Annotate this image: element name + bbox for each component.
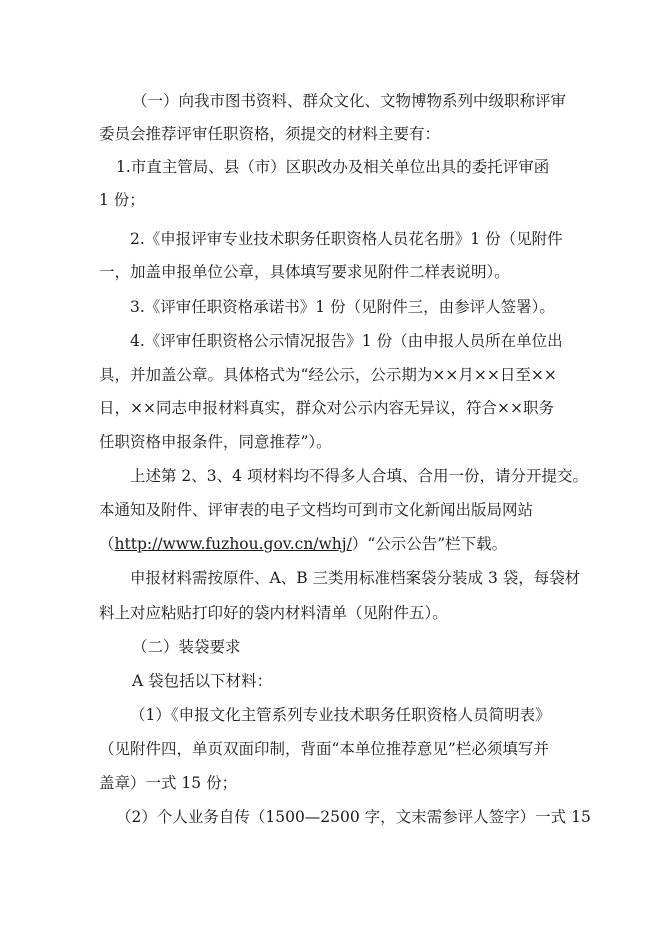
item-2-line-2: 一，加盖申报单位公章，具体填写要求见附件二样表说明）。 xyxy=(99,263,510,281)
paragraph-3-line-1: 申报材料需按原件、A、B 三类用标准档案袋分装成 3 袋，每袋材 xyxy=(130,569,581,587)
paragraph-2-line-1: 上述第 2、3、4 项材料均不得多人合填、合用一份，请分开提交。 xyxy=(130,467,588,485)
website-link[interactable]: http://www.fuzhou.gov.cn/whj/ xyxy=(114,535,352,553)
link-open-paren: （ xyxy=(99,535,115,553)
download-section-text: “公示公告”栏下载。 xyxy=(367,535,508,553)
bag-a-heading: A 袋包括以下材料： xyxy=(132,672,273,690)
item-1-line-2: 1 份； xyxy=(99,191,145,209)
paragraph-1-line-2: 委员会推荐评审任职资格，须提交的材料主要有： xyxy=(99,125,441,143)
section-heading-packing: （二）装袋要求 xyxy=(132,638,241,656)
item-2-line-1: 2.《申报评审专业技术职务任职资格人员花名册》1 份（见附件 xyxy=(130,230,563,248)
item-1-line-1: 1.市直主管局、县（市）区职改办及相关单位出具的委托评审函 xyxy=(116,158,550,176)
bag-a-item-1-line-2: （见附件四，单页双面印制，背面“本单位推荐意见”栏必须填写并 xyxy=(99,740,549,758)
paragraph-1-line-1: （一）向我市图书资料、群众文化、文物博物系列中级职称评审 xyxy=(132,92,567,110)
item-4-line-2: 具，并加盖公章。具体格式为“经公示，公示期为××月××日至×× xyxy=(99,366,557,384)
bag-a-item-1-line-3: 盖章）一式 15 份； xyxy=(99,774,238,792)
item-4-line-1: 4.《评审任职资格公示情况报告》1 份（由申报人员所在单位出 xyxy=(130,332,563,350)
paragraph-2-line-3 xyxy=(99,534,507,554)
item-4-line-3: 日，××同志申报材料真实，群众对公示内容无异议，符合××职务 xyxy=(99,399,554,417)
bag-a-item-2-line-1: （2）个人业务自传（1500—2500 字，文末需参评人签字）一式 15 xyxy=(116,808,591,826)
link-close-paren: ） xyxy=(351,535,368,553)
item-3-line-1: 3.《评审任职资格承诺书》1 份（见附件三，由参评人签署）。 xyxy=(130,298,555,316)
item-4-line-4: 任职资格申报条件，同意推荐”）。 xyxy=(99,433,332,451)
paragraph-3-line-2: 料上对应粘贴打印好的袋内材料清单（见附件五）。 xyxy=(99,604,448,622)
bag-a-item-1-line-1: （1）《申报文化主管系列专业技术职务任职资格人员简明表》 xyxy=(130,706,551,724)
paragraph-2-line-2: 本通知及附件、评审表的电子文档均可到市文化新闻出版局网站 xyxy=(99,501,534,519)
